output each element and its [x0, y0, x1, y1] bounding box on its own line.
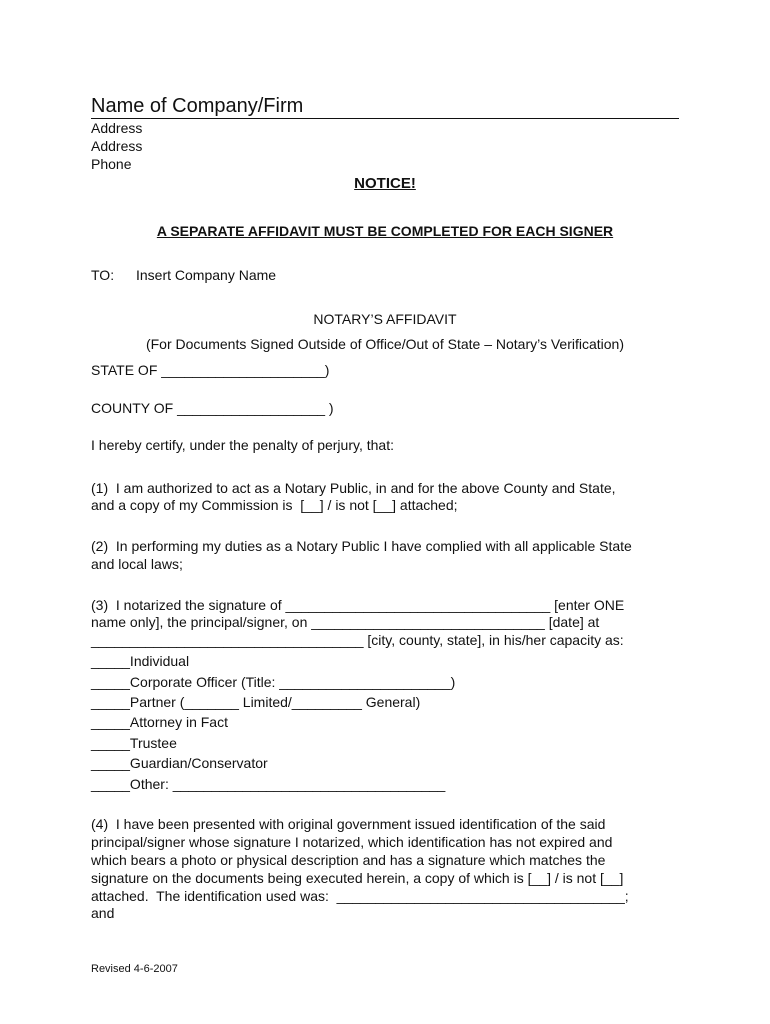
paragraph-line: and a copy of my Commission is [__] / is not [__] attached; [91, 497, 458, 513]
capacity-partner: _____Partner (_______ Limited/_________ General) [91, 694, 421, 710]
certify-statement: I hereby certify, under the penalty of perjury, that: [91, 437, 394, 453]
capacity-attorney-in-fact: _____Attorney in Fact [91, 714, 228, 730]
paragraph-line: which bears a photo or physical description and has a signature which matches the [91, 852, 606, 868]
firm-name-rule [91, 118, 679, 119]
phone-line: Phone [91, 156, 132, 172]
capacity-trustee: _____Trustee [91, 735, 177, 751]
paragraph-line: (3) I notarized the signature of __________________________________ [enter ONE [91, 597, 625, 613]
affidavit-title: NOTARY’S AFFIDAVIT [313, 311, 457, 327]
county-of-line: COUNTY OF ___________________ ) [91, 400, 334, 416]
paragraph-line: (4) I have been presented with original government issued identification of the said [91, 816, 606, 832]
state-of-line: STATE OF _____________________) [91, 362, 330, 378]
capacity-individual: _____Individual [91, 653, 190, 669]
notice-heading: NOTICE! [354, 175, 416, 192]
paragraph-line: (1) I am authorized to act as a Notary Public, in and for the above County and State, [91, 480, 616, 496]
firm-name: Name of Company/Firm [91, 95, 304, 117]
paragraph-line: signature on the documents being executed herein, a copy of which is [__] / is not [__] [91, 870, 624, 886]
paragraph-line: and [91, 905, 115, 921]
paragraph-line: ___________________________________ [city, county, state], in his/her capacity as: [91, 632, 624, 648]
to-company-name: Insert Company Name [136, 267, 277, 283]
to-label: TO: [91, 267, 115, 283]
paragraph-line: attached. The identification used was: _____________________________________; [91, 888, 629, 904]
address-line-2: Address [91, 138, 143, 154]
affidavit-subtitle: (For Documents Signed Outside of Office/Out of State – Notary’s Verification) [145, 336, 625, 352]
paragraph-line: and local laws; [91, 556, 183, 572]
capacity-other: _____Other: ___________________________________ [91, 776, 446, 792]
separate-affidavit-warning: A SEPARATE AFFIDAVIT MUST BE COMPLETED FOR EACH SIGNER [156, 223, 614, 239]
address-line-1: Address [91, 120, 143, 136]
capacity-guardian: _____Guardian/Conservator [91, 755, 268, 771]
paragraph-line: (2) In performing my duties as a Notary Public I have complied with all applicable State [91, 538, 632, 554]
capacity-corporate-officer: _____Corporate Officer (Title: ______________________) [91, 674, 456, 690]
paragraph-line: name only], the principal/signer, on ______________________________ [date] at [91, 614, 600, 630]
revision-footer: Revised 4-6-2007 [91, 963, 178, 975]
paragraph-line: principal/signer whose signature I notarized, which identification has not expired and [91, 834, 613, 850]
